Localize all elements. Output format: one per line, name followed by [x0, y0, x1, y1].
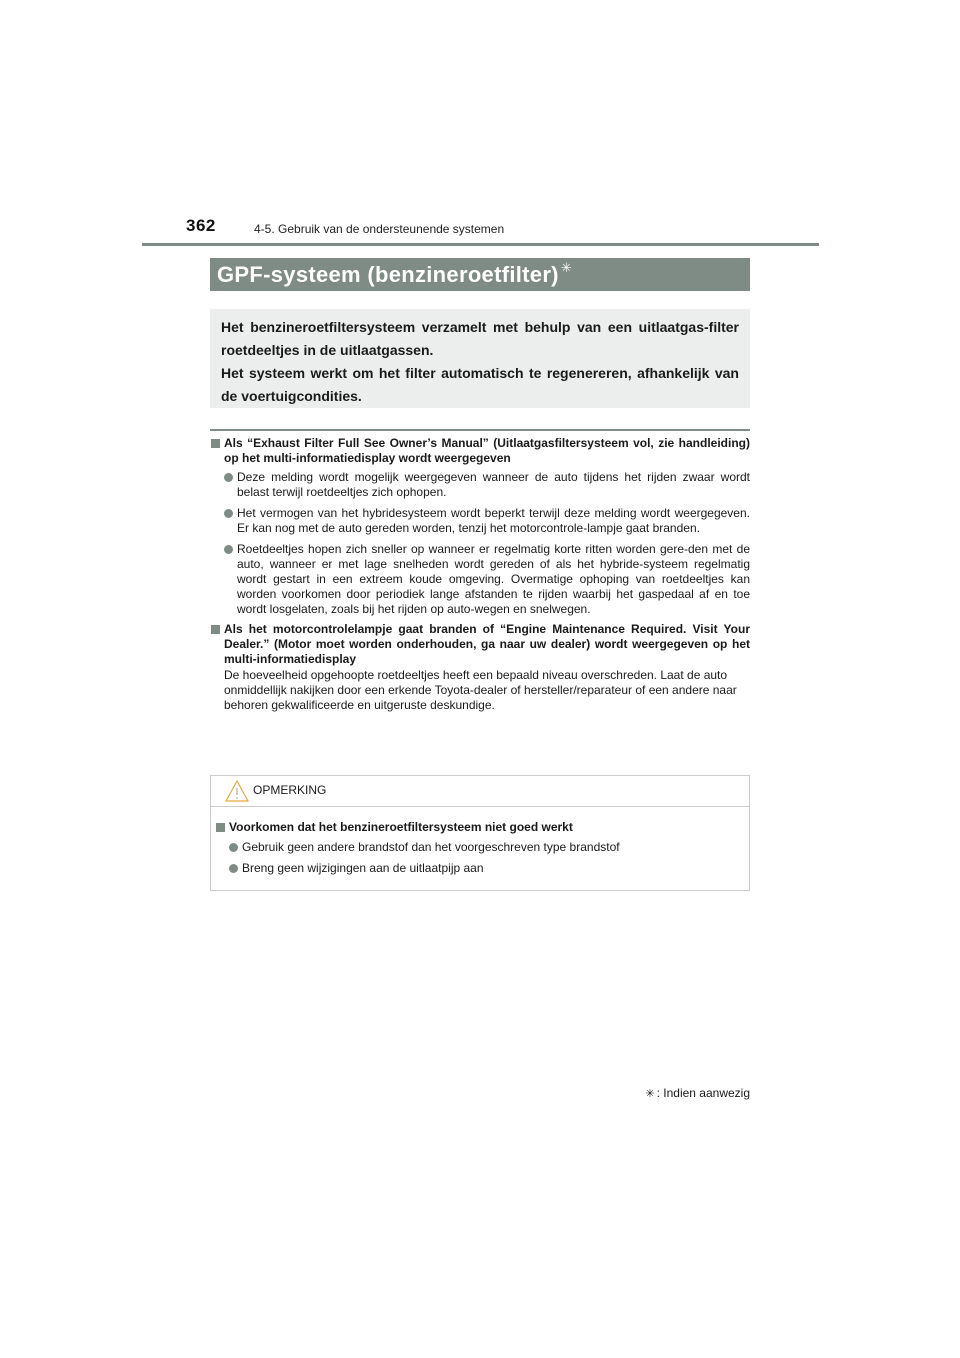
footnote: [645, 1086, 750, 1100]
warning-triangle-icon: [225, 780, 249, 802]
page-number: 362: [186, 216, 216, 235]
list-item-text: Roetdeeltjes hopen zich sneller op wanneer er regelmatig korte ritten worden gere-den met de auto, wanneer er met lage snelheden wordt gereden of als het hybride-systeem regelmatig wordt gestart in een extreem koude omgeving. Overmatige ophoping van roetdeeltjes kan worden voorkomen door periodiek lange afstanden te rijden waarbij het gaspedaal af en toe wordt losgelaten, zoals bij het rijden op auto-wegen en snelwegen.: [237, 542, 750, 616]
note-header: [211, 776, 749, 807]
round-bullet-icon: [224, 545, 233, 554]
subsection-body-text: De hoeveelheid opgehoopte roetdeeltjes heeft een bepaald niveau overschreden. Laat de auto onmiddellijk nakijken door een erkende Toyota-dealer of hersteller/reparateur of een andere naar behoren gekwalificeerde en uitgeruste deskundige.: [224, 668, 737, 712]
round-bullet-icon: [229, 843, 238, 852]
intro-rule: [210, 429, 750, 431]
list-item-text: Breng geen wijzigingen aan de uitlaatpijp aan: [242, 861, 484, 875]
subsection-heading-text: Als het motorcontrolelampje gaat branden of “Engine Maintenance Required. Visit Your Dealer.” (Motor moet worden onderhouden, ga naar uw dealer) wordt weergegeven op het multi-informatiedisplay: [224, 622, 750, 666]
note-heading-text: Voorkomen dat het benzineroetfiltersysteem niet goed werkt: [229, 820, 573, 834]
list-item-text: Het vermogen van het hybridesysteem wordt beperkt terwijl deze melding wordt weergegeven. Er kan nog met de auto gereden worden, tenzij het motorcontrole-lampje gaat branden.: [237, 506, 750, 535]
header-rule: [142, 243, 819, 246]
main-content: [210, 436, 750, 713]
round-bullet-icon: [224, 473, 233, 482]
intro-box: [210, 309, 750, 408]
section-title: GPF-systeem (benzineroetfilter): [217, 261, 559, 287]
square-bullet-icon: [211, 439, 220, 448]
square-bullet-icon: [216, 823, 225, 832]
list-item: [210, 542, 750, 617]
square-bullet-icon: [211, 625, 220, 634]
list-item: [215, 840, 745, 855]
list-item: [215, 861, 745, 876]
section-title-band: [210, 258, 750, 291]
intro-paragraph-2: Het systeem werkt om het filter automatisch te regenereren, afhankelijk van de voertuigcondities.: [221, 365, 739, 404]
subsection-heading-engine-maintenance: [210, 622, 750, 667]
list-item-text: Deze melding wordt mogelijk weergegeven wanneer de auto tijdens het rijden zwaar wordt belast terwijl roetdeeltjes zich ophopen.: [237, 470, 750, 499]
footnote-text: : Indien aanwezig: [656, 1086, 750, 1100]
intro-paragraph-1: Het benzineroetfiltersysteem verzamelt met behulp van een uitlaatgas-filter roetdeeltjes in de uitlaatgassen.: [221, 319, 739, 358]
note-body: [211, 807, 749, 876]
subsection-heading-text: Als “Exhaust Filter Full See Owner’s Manual” (Uitlaatgasfiltersysteem vol, zie handleiding) op het multi-informatiedisplay wordt weergegeven: [224, 436, 750, 465]
list-item-text: Gebruik geen andere brandstof dan het voorgeschreven type brandstof: [242, 840, 620, 854]
section-header: 4-5. Gebruik van de ondersteunende systemen: [254, 222, 505, 236]
round-bullet-icon: [224, 509, 233, 518]
list-item: [210, 506, 750, 536]
note-label: OPMERKING: [253, 783, 327, 797]
note-box: [210, 775, 750, 891]
asterisk-marker-icon: ✳: [645, 1087, 655, 1100]
list-item: [210, 470, 750, 500]
subsection-heading-exhaust-filter: [210, 436, 750, 466]
note-heading: [215, 820, 745, 835]
round-bullet-icon: [229, 864, 238, 873]
asterisk-marker-icon: ✳: [560, 259, 573, 275]
